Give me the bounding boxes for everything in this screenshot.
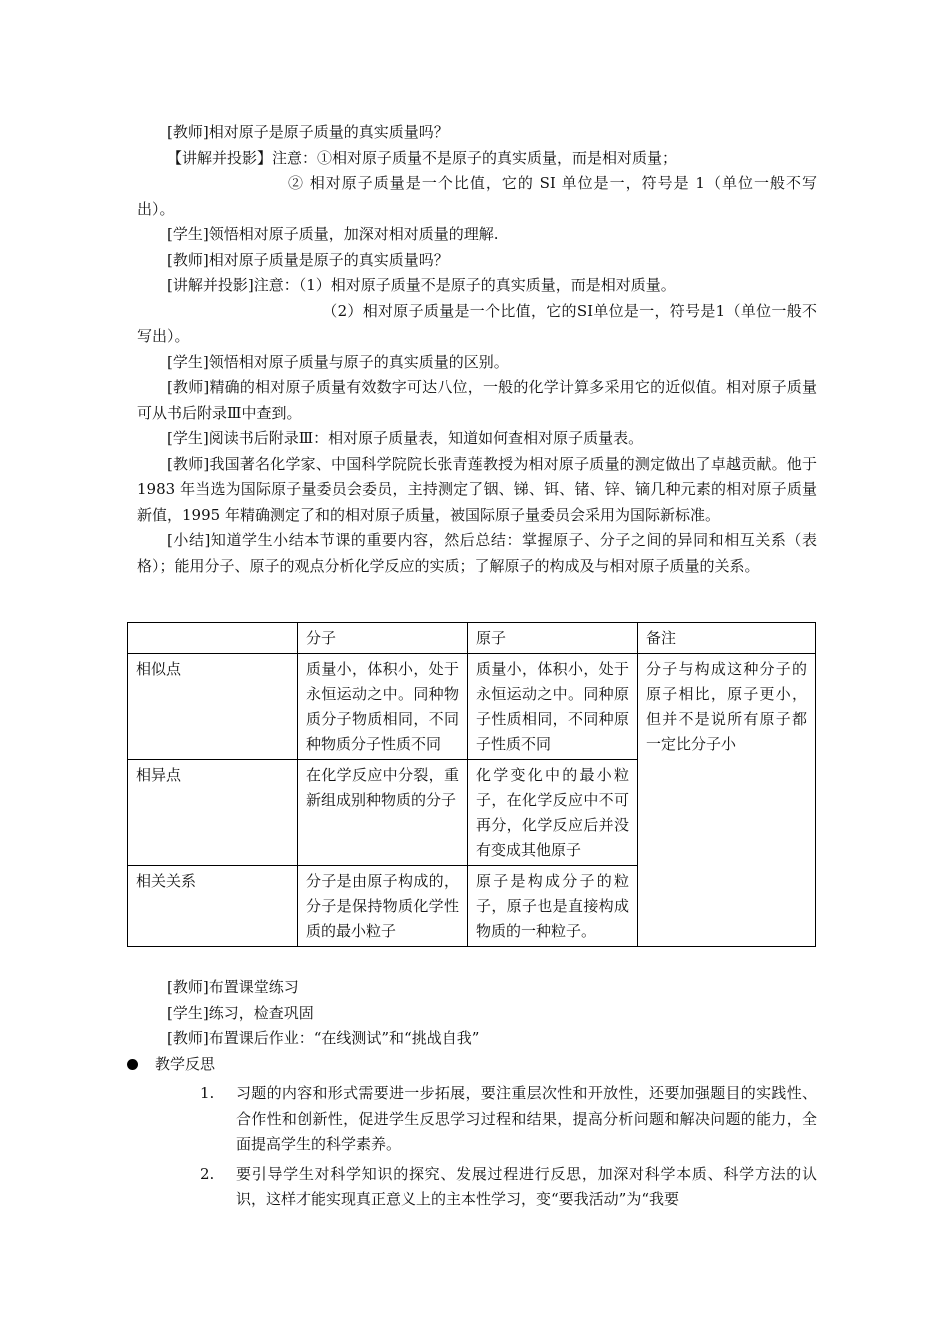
list-item: [200, 1162, 817, 1213]
lesson-text: [137, 120, 817, 579]
table-cell: 化学变化中的最小粒子，在化学反应中不可再分，化学反应后并没有变成其他原子: [468, 760, 638, 866]
table-row: [128, 654, 816, 760]
table-header-cell: 原子: [468, 623, 638, 654]
paragraph: [教师]我国著名化学家、中国科学院院长张青莲教授为相对原子质量的测定做出了卓越贡献。他于 1983 年当选为国际原子量委员会委员，主持测定了铟、锑、铒、锗、锌、镝几种元素的相对原子质量新值，1995 年精确测定了和的相对原子质量，被国际原子量委员会采用为国际新标准。: [137, 454, 817, 524]
paragraph: [教师]相对原子质量是原子的真实质量吗？: [167, 250, 449, 269]
row-label: 相关关系: [128, 866, 298, 947]
table-header-cell: 备注: [638, 623, 816, 654]
paragraph: [教师]布置课堂练习: [167, 978, 299, 996]
paragraph: （2）相对原子质量是一个比值，它的SI单位是一，符号是1（单位一般不写出）。: [137, 301, 817, 345]
list-number: 2.: [200, 1164, 215, 1183]
list-number: 1.: [200, 1084, 215, 1102]
paragraph: [学生]领悟相对原子质量与原子的真实质量的区别。: [167, 352, 509, 371]
table-cell: 在化学反应中分裂，重新组成别种物质的分子: [298, 760, 468, 866]
table-cell: 质量小，体积小，处于永恒运动之中。同种原子性质相同，不同种原子性质不同: [468, 654, 638, 760]
paragraph: [讲解并投影]注意：（1）相对原子质量不是原子的真实质量，而是相对质量。: [167, 276, 676, 294]
reflection-heading: [127, 1052, 817, 1078]
table-cell: 分子是由原子构成的，分子是保持物质化学性质的最小粒子: [298, 866, 468, 947]
list-item: [200, 1081, 817, 1158]
paragraph: [教师]相对原子是原子质量的真实质量吗？: [167, 123, 449, 141]
row-label: 相似点: [128, 654, 298, 760]
table-header-cell: 分子: [298, 623, 468, 654]
list-text: 要引导学生对科学知识的探究、发展过程进行反思，加深对科学本质、科学方法的认识，这样才能实现真正意义上的主本性学习，变“要我活动”为“我要: [236, 1164, 817, 1208]
paragraph: ② 相对原子质量是一个比值，它的 SI 单位是一，符号是 1（单位一般不写出）。: [137, 174, 817, 218]
table-header-cell: [128, 623, 298, 654]
comparison-table: [127, 622, 816, 947]
row-label: 相异点: [128, 760, 298, 866]
list-text: 习题的内容和形式需要进一步拓展，要注重层次性和开放性，还要加强题目的实践性、合作性和创新性，促进学生反思学习过程和结果，提高分析问题和解决问题的能力，全面提高学生的科学素养。: [236, 1084, 817, 1153]
table-header-row: [128, 623, 816, 654]
paragraph: [学生]阅读书后附录Ⅲ：相对原子质量表，知道如何查相对原子质量表。: [167, 429, 644, 447]
paragraph: [学生]领悟相对原子质量，加深对相对质量的理解.: [167, 225, 499, 243]
table-cell: 质量小，体积小，处于永恒运动之中。同种物质分子物质相同，不同种物质分子性质不同: [298, 654, 468, 760]
paragraph: 【讲解并投影】注意：①相对原子质量不是原子的真实质量，而是相对质量；: [167, 148, 678, 167]
note-cell: 分子与构成这种分子的原子相比，原子更小，但并不是说所有原子都一定比分子小: [638, 654, 816, 947]
paragraph: [学生]练习，检查巩固: [167, 1003, 314, 1022]
paragraph: [教师]布置课后作业：“在线测试”和“挑战自我”: [167, 1029, 480, 1047]
table-cell: 原子是构成分子的粒子，原子也是直接构成物质的一种粒子。: [468, 866, 638, 947]
reflection-title: 教学反思: [155, 1054, 216, 1073]
paragraph: [教师]精确的相对原子质量有效数字可达八位，一般的化学计算多采用它的近似值。相对原子质量可从书后附录Ⅲ中查到。: [137, 378, 817, 422]
reflection-list: [200, 1081, 817, 1213]
after-table-text: [137, 975, 817, 1213]
bullet-icon: [127, 1059, 138, 1070]
paragraph: [小结]知道学生小结本节课的重要内容，然后总结：掌握原子、分子之间的异同和相互关系（表格）；能用分子、原子的观点分析化学反应的实质；了解原子的构成及与相对原子质量的关系。: [137, 531, 817, 575]
